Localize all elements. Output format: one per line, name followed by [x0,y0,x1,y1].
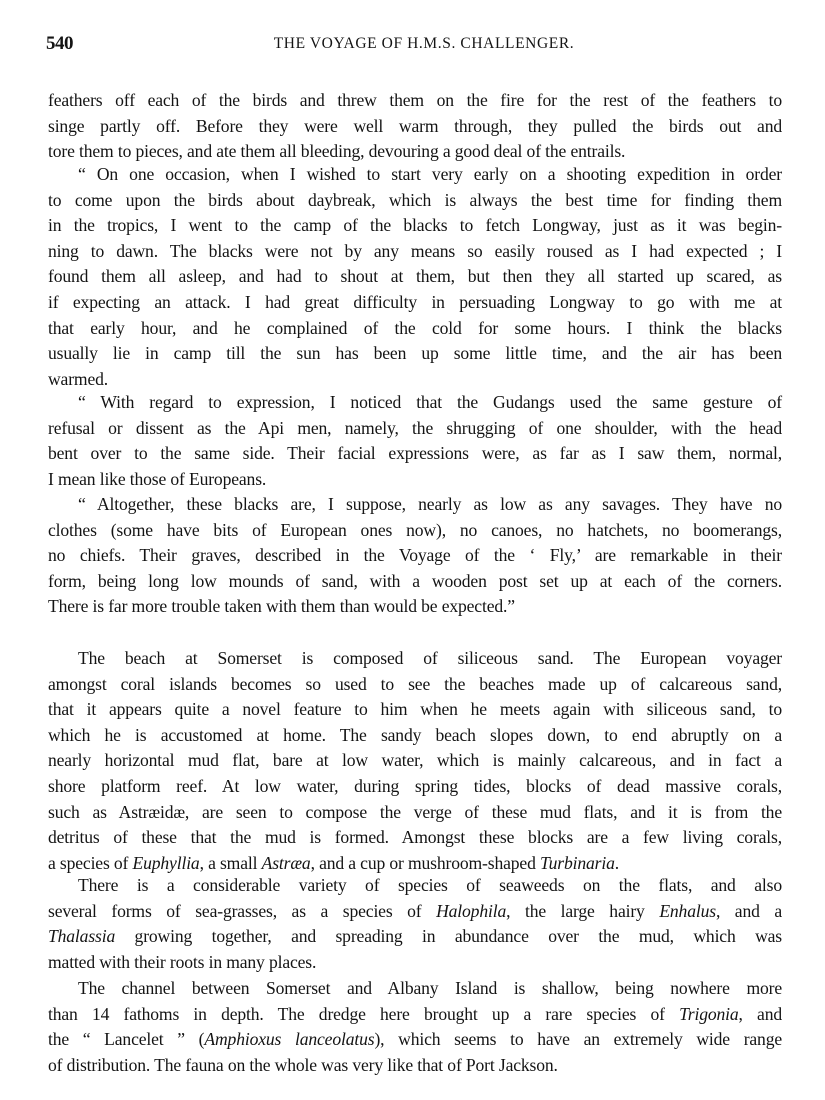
paragraph-altogether [48,492,782,620]
text-line: found them all asleep, and had to shout at them, but then they all started up scared, as [48,266,782,287]
text-line: amongst coral islands becomes so used to see the beaches made up of calcareous sand, [48,673,782,694]
text-line: singe partly off. Before they were well warm through, they pulled the birds out and [48,115,782,136]
text-line: detritus of these that the mud is formed. Amongst these blocks are a few living corals, [48,827,782,848]
text-line: tore them to pieces, and ate them all bleeding, devouring a good deal of the entrails. [48,141,626,162]
paragraph-continuation [48,88,782,165]
paragraph-early-shooting [48,162,782,392]
text-line: no chiefs. Their graves, described in the Voyage of the ‘ Fly,’ are remarkable in their [48,545,782,566]
text-line: to come upon the birds about daybreak, which is always the best time for finding them [48,189,782,210]
text-line: The channel between Somerset and Albany Island is shallow, being nowhere more [78,978,782,998]
text-line: The beach at Somerset is composed of siliceous sand. The European voyager [78,648,782,668]
running-title: THE VOYAGE OF H.M.S. CHALLENGER. [273,35,575,52]
text-line: in the tropics, I went to the camp of the blacks to fetch Longway, just as it was begin- [48,215,782,236]
taxon-name: Amphioxus lanceolatus [204,1029,375,1050]
paragraph-beach-somerset [48,646,782,876]
text-line: that early hour, and he complained of the cold for some hours. I think the blacks [48,317,782,338]
text-line: bent over to the same side. Their facial expressions were, as far as I saw them, normal, [48,443,782,464]
text-line: refusal or dissent as the Api men, namely, the shrugging of one shoulder, with the head [48,417,782,438]
text-run: a species of [48,852,133,873]
text-line: I mean like those of Europeans. [48,468,267,489]
taxon-name: Enhalus [659,900,716,921]
text-line [48,1002,782,1028]
taxon-name: Trigonia [679,1003,739,1024]
paragraph-channel [48,976,782,1078]
text-line: There is a considerable variety of species of seaweeds on the flats, and also [78,875,782,895]
taxon-name: Halophila [436,900,507,921]
text-line: that it appears quite a novel feature to him when he meets again with siliceous sand, to [48,699,782,720]
page-number: 540 [46,33,73,54]
text-line: clothes (some have bits of European ones now), no canoes, no hatchets, no boomerangs, [48,519,782,540]
text-run: ), which seems to have an extremely wide range [374,1029,783,1050]
text-run: several forms of sea-grasses, as a species of [48,900,437,921]
text-run: , and a [715,900,782,921]
paragraph-seaweeds [48,873,782,975]
text-line: of distribution. The fauna on the whole was very like that of Port Jackson. [48,1054,558,1075]
text-line: There is far more trouble taken with them than would be expected.” [48,596,515,617]
text-run: than 14 fathoms in depth. The dredge here brought up a rare species of [48,1003,680,1024]
text-line [48,924,782,950]
text-line: form, being long low mounds of sand, with a wooden post set up at each of the corners. [48,570,782,591]
taxon-name: Thalassia [48,926,116,947]
text-line: “ With regard to expression, I noticed that the Gudangs used the same gesture of [78,392,782,412]
text-line: which he is accustomed at home. The sandy beach slopes down, to end abruptly on a [48,724,782,745]
text-run: , and [738,1003,783,1024]
text-line [48,899,782,925]
text-line: shore platform reef. At low water, during spring tides, blocks of dead massive corals, [48,775,782,796]
text-line: if expecting an attack. I had great difficulty in persuading Longway to go with me at [48,291,782,312]
text-run: growing together, and spreading in abundance over the mud, which was [115,926,782,947]
text-line [48,1027,782,1053]
text-line: warmed. [48,368,109,389]
text-run: the “ Lancelet ” ( [48,1029,205,1050]
taxon-name: Turbinaria [539,852,615,873]
text-line: matted with their roots in many places. [48,951,317,972]
text-line: such as Astræidæ, are seen to compose the verge of these mud flats, and it is from the [48,801,782,822]
paragraph-expression [48,390,782,492]
text-line: ning to dawn. The blacks were not by any means so easily roused as I had expected ; I [48,240,782,261]
text-line: usually lie in camp till the sun has been up some little time, and the air has been [48,343,782,364]
text-run: , a small [199,852,262,873]
text-line: feathers off each of the birds and threw them on the fire for the rest of the feathers to [48,90,782,110]
text-run: , the large hairy [506,900,660,921]
text-line: nearly horizontal mud flat, bare at low water, which is mainly calcareous, and in fact a [48,750,782,771]
taxon-name: Astræa [261,852,311,873]
running-head [46,33,782,57]
text-run: . [614,852,619,873]
text-line: “ On one occasion, when I wished to start very early on a shooting expedition in order [78,164,782,184]
taxon-name: Euphyllia [132,852,200,873]
text-line: “ Altogether, these blacks are, I suppose, nearly as low as any savages. They have no [78,494,782,514]
text-run: , and a cup or mushroom-shaped [310,852,540,873]
